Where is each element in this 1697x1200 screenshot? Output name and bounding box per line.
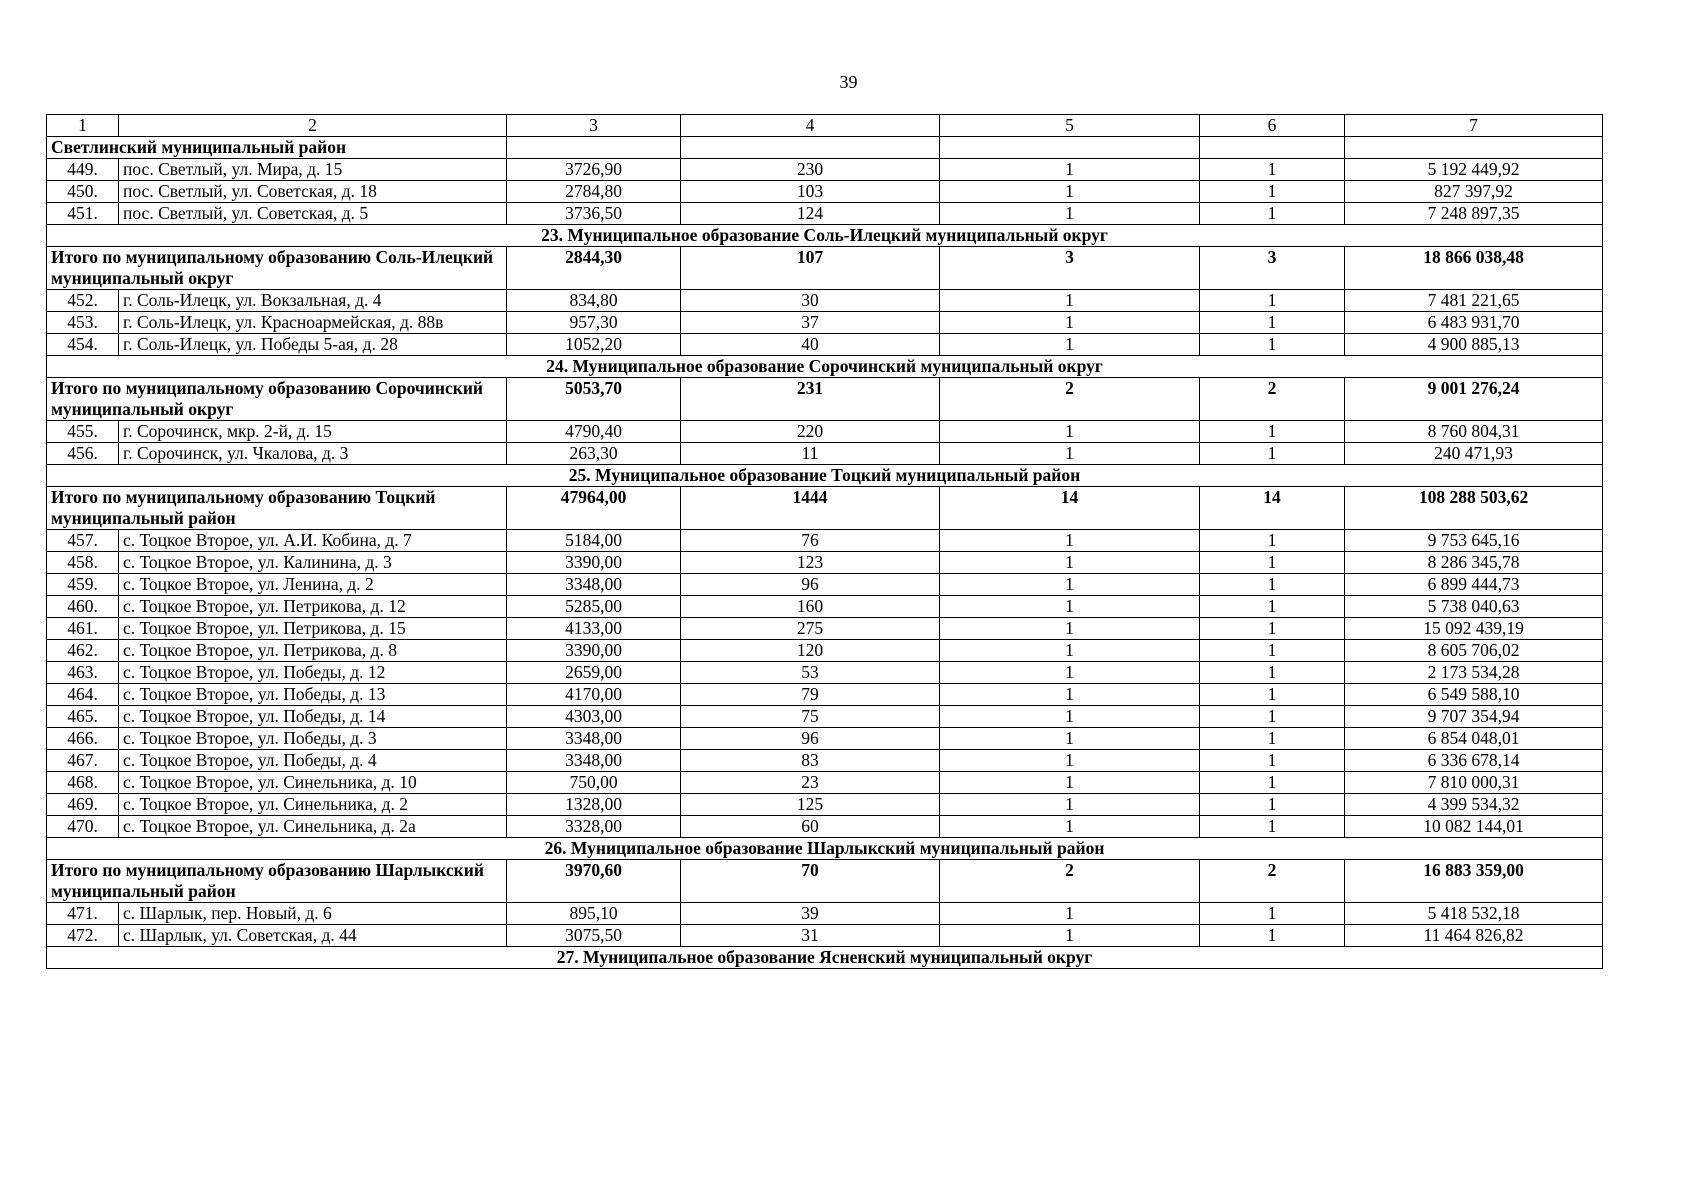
total-col-5: 2 bbox=[940, 860, 1200, 903]
residents: 124 bbox=[681, 203, 940, 225]
total-col-6: 2 bbox=[1200, 378, 1345, 421]
total-residents: 70 bbox=[681, 860, 940, 903]
total-col-6: 14 bbox=[1200, 487, 1345, 530]
col-5-value: 1 bbox=[940, 903, 1200, 925]
col-5-value: 1 bbox=[940, 706, 1200, 728]
col-6-value: 1 bbox=[1200, 794, 1345, 816]
subtotal-row bbox=[47, 378, 1603, 421]
table-row bbox=[47, 596, 1603, 618]
residents: 23 bbox=[681, 772, 940, 794]
col-6-value: 1 bbox=[1200, 596, 1345, 618]
row-number: 461. bbox=[47, 618, 119, 640]
col-5-value: 1 bbox=[940, 596, 1200, 618]
address: с. Тоцкое Второе, ул. Синельника, д. 2а bbox=[119, 816, 507, 838]
table-row bbox=[47, 772, 1603, 794]
row-number: 464. bbox=[47, 684, 119, 706]
col-5-value: 1 bbox=[940, 750, 1200, 772]
col-5-value: 1 bbox=[940, 794, 1200, 816]
row-number: 453. bbox=[47, 312, 119, 334]
address: с. Тоцкое Второе, ул. Победы, д. 13 bbox=[119, 684, 507, 706]
table-row bbox=[47, 552, 1603, 574]
residents: 120 bbox=[681, 640, 940, 662]
residents: 39 bbox=[681, 903, 940, 925]
area: 4133,00 bbox=[507, 618, 681, 640]
row-number: 469. bbox=[47, 794, 119, 816]
area: 263,30 bbox=[507, 443, 681, 465]
area: 3390,00 bbox=[507, 640, 681, 662]
cost: 8 286 345,78 bbox=[1345, 552, 1603, 574]
col-6-value: 1 bbox=[1200, 159, 1345, 181]
table-row bbox=[47, 334, 1603, 356]
cost: 4 900 885,13 bbox=[1345, 334, 1603, 356]
col-5-value: 1 bbox=[940, 574, 1200, 596]
total-col-6: 3 bbox=[1200, 247, 1345, 290]
col-6-value: 1 bbox=[1200, 618, 1345, 640]
residents: 103 bbox=[681, 181, 940, 203]
area: 3390,00 bbox=[507, 552, 681, 574]
address: с. Тоцкое Второе, ул. Синельника, д. 10 bbox=[119, 772, 507, 794]
header-col-3: 3 bbox=[507, 115, 681, 137]
residents: 79 bbox=[681, 684, 940, 706]
table-row bbox=[47, 903, 1603, 925]
address: пос. Светлый, ул. Мира, д. 15 bbox=[119, 159, 507, 181]
table-row bbox=[47, 925, 1603, 947]
cost: 6 336 678,14 bbox=[1345, 750, 1603, 772]
section-header-row bbox=[47, 838, 1603, 860]
row-number: 466. bbox=[47, 728, 119, 750]
residents: 11 bbox=[681, 443, 940, 465]
address: с. Тоцкое Второе, ул. Петрикова, д. 8 bbox=[119, 640, 507, 662]
row-number: 463. bbox=[47, 662, 119, 684]
cost: 10 082 144,01 bbox=[1345, 816, 1603, 838]
table-row bbox=[47, 728, 1603, 750]
residents: 37 bbox=[681, 312, 940, 334]
col-5-value: 1 bbox=[940, 443, 1200, 465]
col-5-value: 1 bbox=[940, 618, 1200, 640]
district-header-row bbox=[47, 137, 1603, 159]
total-cost: 108 288 503,62 bbox=[1345, 487, 1603, 530]
subtotal-row bbox=[47, 487, 1603, 530]
subtotal-row bbox=[47, 860, 1603, 903]
cost: 9 707 354,94 bbox=[1345, 706, 1603, 728]
table-row bbox=[47, 706, 1603, 728]
total-col-5: 3 bbox=[940, 247, 1200, 290]
cost: 7 810 000,31 bbox=[1345, 772, 1603, 794]
total-cost: 16 883 359,00 bbox=[1345, 860, 1603, 903]
total-col-6: 2 bbox=[1200, 860, 1345, 903]
row-number: 450. bbox=[47, 181, 119, 203]
table-row bbox=[47, 640, 1603, 662]
row-number: 470. bbox=[47, 816, 119, 838]
table-row bbox=[47, 684, 1603, 706]
cost: 5 418 532,18 bbox=[1345, 903, 1603, 925]
total-area: 5053,70 bbox=[507, 378, 681, 421]
residents: 230 bbox=[681, 159, 940, 181]
col-6-value: 1 bbox=[1200, 706, 1345, 728]
row-number: 459. bbox=[47, 574, 119, 596]
address: с. Тоцкое Второе, ул. Петрикова, д. 15 bbox=[119, 618, 507, 640]
residents: 40 bbox=[681, 334, 940, 356]
col-5-value: 1 bbox=[940, 728, 1200, 750]
col-6-value: 1 bbox=[1200, 312, 1345, 334]
cost: 6 549 588,10 bbox=[1345, 684, 1603, 706]
col-6-value: 1 bbox=[1200, 421, 1345, 443]
residents: 75 bbox=[681, 706, 940, 728]
empty-cell bbox=[507, 137, 681, 159]
col-5-value: 1 bbox=[940, 925, 1200, 947]
subtotal-label: Итого по муниципальному образованию Тоцкий муниципальный район bbox=[47, 487, 507, 530]
col-6-value: 1 bbox=[1200, 903, 1345, 925]
housing-register-table bbox=[46, 114, 1603, 969]
total-area: 47964,00 bbox=[507, 487, 681, 530]
cost: 11 464 826,82 bbox=[1345, 925, 1603, 947]
total-cost: 18 866 038,48 bbox=[1345, 247, 1603, 290]
cost: 8 760 804,31 bbox=[1345, 421, 1603, 443]
header-col-7: 7 bbox=[1345, 115, 1603, 137]
col-6-value: 1 bbox=[1200, 181, 1345, 203]
area: 4303,00 bbox=[507, 706, 681, 728]
total-col-5: 14 bbox=[940, 487, 1200, 530]
area: 5285,00 bbox=[507, 596, 681, 618]
section-title: 27. Муниципальное образование Ясненский муниципальный округ bbox=[47, 947, 1603, 969]
address: г. Соль-Илецк, ул. Вокзальная, д. 4 bbox=[119, 290, 507, 312]
table-row bbox=[47, 750, 1603, 772]
address: с. Тоцкое Второе, ул. Победы, д. 4 bbox=[119, 750, 507, 772]
cost: 7 248 897,35 bbox=[1345, 203, 1603, 225]
area: 3736,50 bbox=[507, 203, 681, 225]
col-5-value: 1 bbox=[940, 181, 1200, 203]
subtotal-label: Итого по муниципальному образованию Соль-Илецкий муниципальный округ bbox=[47, 247, 507, 290]
cost: 827 397,92 bbox=[1345, 181, 1603, 203]
table-row bbox=[47, 574, 1603, 596]
column-number-row bbox=[47, 115, 1603, 137]
residents: 96 bbox=[681, 574, 940, 596]
empty-cell bbox=[940, 137, 1200, 159]
address: с. Тоцкое Второе, ул. Калинина, д. 3 bbox=[119, 552, 507, 574]
row-number: 454. bbox=[47, 334, 119, 356]
section-header-row bbox=[47, 465, 1603, 487]
row-number: 471. bbox=[47, 903, 119, 925]
address: г. Соль-Илецк, ул. Победы 5-ая, д. 28 bbox=[119, 334, 507, 356]
col-6-value: 1 bbox=[1200, 290, 1345, 312]
residents: 31 bbox=[681, 925, 940, 947]
area: 2659,00 bbox=[507, 662, 681, 684]
col-5-value: 1 bbox=[940, 684, 1200, 706]
total-residents: 1444 bbox=[681, 487, 940, 530]
row-number: 468. bbox=[47, 772, 119, 794]
cost: 6 483 931,70 bbox=[1345, 312, 1603, 334]
total-col-5: 2 bbox=[940, 378, 1200, 421]
residents: 53 bbox=[681, 662, 940, 684]
col-6-value: 1 bbox=[1200, 530, 1345, 552]
cost: 240 471,93 bbox=[1345, 443, 1603, 465]
row-number: 455. bbox=[47, 421, 119, 443]
header-col-5: 5 bbox=[940, 115, 1200, 137]
table-row bbox=[47, 443, 1603, 465]
area: 3328,00 bbox=[507, 816, 681, 838]
subtotal-row bbox=[47, 247, 1603, 290]
residents: 30 bbox=[681, 290, 940, 312]
residents: 275 bbox=[681, 618, 940, 640]
address: с. Тоцкое Второе, ул. Победы, д. 3 bbox=[119, 728, 507, 750]
section-title: 26. Муниципальное образование Шарлыкский муниципальный район bbox=[47, 838, 1603, 860]
table-row bbox=[47, 530, 1603, 552]
area: 5184,00 bbox=[507, 530, 681, 552]
empty-cell bbox=[1345, 137, 1603, 159]
cost: 6 899 444,73 bbox=[1345, 574, 1603, 596]
table-row bbox=[47, 816, 1603, 838]
cost: 9 753 645,16 bbox=[1345, 530, 1603, 552]
table-row bbox=[47, 290, 1603, 312]
cost: 2 173 534,28 bbox=[1345, 662, 1603, 684]
section-title: 25. Муниципальное образование Тоцкий муниципальный район bbox=[47, 465, 1603, 487]
area: 4170,00 bbox=[507, 684, 681, 706]
col-6-value: 1 bbox=[1200, 772, 1345, 794]
address: с. Шарлык, пер. Новый, д. 6 bbox=[119, 903, 507, 925]
table-row bbox=[47, 203, 1603, 225]
col-6-value: 1 bbox=[1200, 750, 1345, 772]
area: 3348,00 bbox=[507, 728, 681, 750]
row-number: 456. bbox=[47, 443, 119, 465]
area: 1328,00 bbox=[507, 794, 681, 816]
empty-cell bbox=[1200, 137, 1345, 159]
total-area: 2844,30 bbox=[507, 247, 681, 290]
col-6-value: 1 bbox=[1200, 925, 1345, 947]
total-residents: 231 bbox=[681, 378, 940, 421]
col-5-value: 1 bbox=[940, 640, 1200, 662]
residents: 220 bbox=[681, 421, 940, 443]
col-5-value: 1 bbox=[940, 334, 1200, 356]
total-cost: 9 001 276,24 bbox=[1345, 378, 1603, 421]
col-5-value: 1 bbox=[940, 816, 1200, 838]
address: с. Тоцкое Второе, ул. Ленина, д. 2 bbox=[119, 574, 507, 596]
residents: 60 bbox=[681, 816, 940, 838]
subtotal-label: Итого по муниципальному образованию Сорочинский муниципальный округ bbox=[47, 378, 507, 421]
row-number: 465. bbox=[47, 706, 119, 728]
address: с. Тоцкое Второе, ул. Синельника, д. 2 bbox=[119, 794, 507, 816]
col-6-value: 1 bbox=[1200, 574, 1345, 596]
area: 957,30 bbox=[507, 312, 681, 334]
page-number: 39 bbox=[839, 72, 858, 92]
col-6-value: 1 bbox=[1200, 443, 1345, 465]
residents: 96 bbox=[681, 728, 940, 750]
cost: 15 092 439,19 bbox=[1345, 618, 1603, 640]
address: г. Сорочинск, мкр. 2-й, д. 15 bbox=[119, 421, 507, 443]
empty-cell bbox=[681, 137, 940, 159]
address: с. Шарлык, ул. Советская, д. 44 bbox=[119, 925, 507, 947]
col-5-value: 1 bbox=[940, 159, 1200, 181]
header-col-4: 4 bbox=[681, 115, 940, 137]
address: пос. Светлый, ул. Советская, д. 18 bbox=[119, 181, 507, 203]
row-number: 467. bbox=[47, 750, 119, 772]
row-number: 460. bbox=[47, 596, 119, 618]
col-6-value: 1 bbox=[1200, 640, 1345, 662]
area: 3726,90 bbox=[507, 159, 681, 181]
col-6-value: 1 bbox=[1200, 662, 1345, 684]
row-number: 458. bbox=[47, 552, 119, 574]
table-row bbox=[47, 421, 1603, 443]
address: г. Соль-Илецк, ул. Красноармейская, д. 88в bbox=[119, 312, 507, 334]
col-5-value: 1 bbox=[940, 662, 1200, 684]
residents: 160 bbox=[681, 596, 940, 618]
col-6-value: 1 bbox=[1200, 684, 1345, 706]
table-row bbox=[47, 312, 1603, 334]
cost: 4 399 534,32 bbox=[1345, 794, 1603, 816]
area: 750,00 bbox=[507, 772, 681, 794]
row-number: 452. bbox=[47, 290, 119, 312]
cost: 5 192 449,92 bbox=[1345, 159, 1603, 181]
table-row bbox=[47, 794, 1603, 816]
table-row bbox=[47, 159, 1603, 181]
header-col-1: 1 bbox=[47, 115, 119, 137]
address: с. Тоцкое Второе, ул. А.И. Кобина, д. 7 bbox=[119, 530, 507, 552]
area: 834,80 bbox=[507, 290, 681, 312]
table-row bbox=[47, 662, 1603, 684]
address: г. Сорочинск, ул. Чкалова, д. 3 bbox=[119, 443, 507, 465]
row-number: 457. bbox=[47, 530, 119, 552]
cost: 6 854 048,01 bbox=[1345, 728, 1603, 750]
table-row bbox=[47, 618, 1603, 640]
address: с. Тоцкое Второе, ул. Победы, д. 14 bbox=[119, 706, 507, 728]
col-6-value: 1 bbox=[1200, 816, 1345, 838]
table-row bbox=[47, 181, 1603, 203]
area: 3075,50 bbox=[507, 925, 681, 947]
total-area: 3970,60 bbox=[507, 860, 681, 903]
area: 3348,00 bbox=[507, 750, 681, 772]
residents: 125 bbox=[681, 794, 940, 816]
residents: 76 bbox=[681, 530, 940, 552]
cost: 8 605 706,02 bbox=[1345, 640, 1603, 662]
district-name: Светлинский муниципальный район bbox=[47, 137, 507, 159]
col-5-value: 1 bbox=[940, 530, 1200, 552]
area: 895,10 bbox=[507, 903, 681, 925]
header-col-2: 2 bbox=[119, 115, 507, 137]
section-title: 24. Муниципальное образование Сорочинский муниципальный округ bbox=[47, 356, 1603, 378]
row-number: 472. bbox=[47, 925, 119, 947]
section-header-row bbox=[47, 356, 1603, 378]
address: с. Тоцкое Второе, ул. Победы, д. 12 bbox=[119, 662, 507, 684]
col-6-value: 1 bbox=[1200, 552, 1345, 574]
header-col-6: 6 bbox=[1200, 115, 1345, 137]
col-5-value: 1 bbox=[940, 552, 1200, 574]
col-6-value: 1 bbox=[1200, 728, 1345, 750]
area: 2784,80 bbox=[507, 181, 681, 203]
section-title: 23. Муниципальное образование Соль-Илецкий муниципальный округ bbox=[47, 225, 1603, 247]
area: 1052,20 bbox=[507, 334, 681, 356]
col-5-value: 1 bbox=[940, 203, 1200, 225]
col-5-value: 1 bbox=[940, 772, 1200, 794]
section-header-row bbox=[47, 225, 1603, 247]
address: пос. Светлый, ул. Советская, д. 5 bbox=[119, 203, 507, 225]
row-number: 449. bbox=[47, 159, 119, 181]
area: 3348,00 bbox=[507, 574, 681, 596]
section-header-row bbox=[47, 947, 1603, 969]
cost: 7 481 221,65 bbox=[1345, 290, 1603, 312]
col-6-value: 1 bbox=[1200, 334, 1345, 356]
col-5-value: 1 bbox=[940, 290, 1200, 312]
address: с. Тоцкое Второе, ул. Петрикова, д. 12 bbox=[119, 596, 507, 618]
residents: 123 bbox=[681, 552, 940, 574]
col-5-value: 1 bbox=[940, 312, 1200, 334]
subtotal-label: Итого по муниципальному образованию Шарлыкский муниципальный район bbox=[47, 860, 507, 903]
residents: 83 bbox=[681, 750, 940, 772]
cost: 5 738 040,63 bbox=[1345, 596, 1603, 618]
col-6-value: 1 bbox=[1200, 203, 1345, 225]
row-number: 462. bbox=[47, 640, 119, 662]
row-number: 451. bbox=[47, 203, 119, 225]
area: 4790,40 bbox=[507, 421, 681, 443]
col-5-value: 1 bbox=[940, 421, 1200, 443]
total-residents: 107 bbox=[681, 247, 940, 290]
